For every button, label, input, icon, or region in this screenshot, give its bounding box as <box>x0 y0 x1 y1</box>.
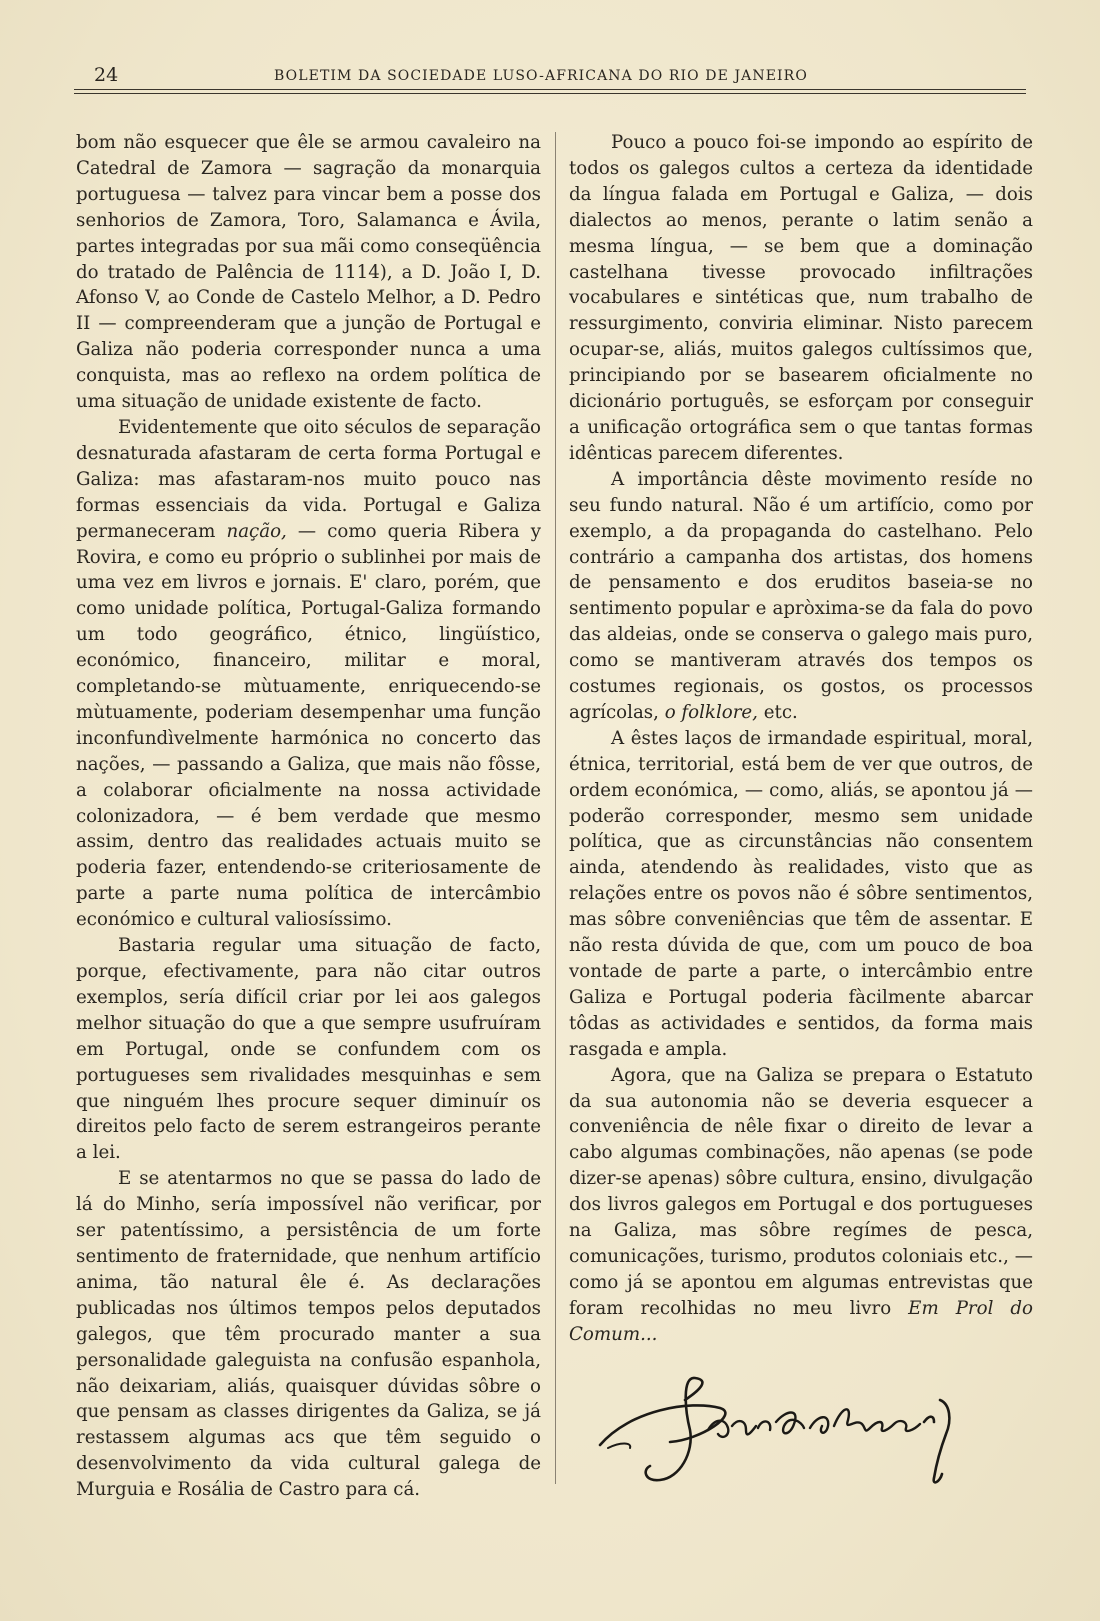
paragraph: A êstes laços de irmandade espiritual, moral, étnica, territorial, está bem de ver que outros, de ordem económica, — como, aliás, se apontou já — poderão corresponder, mesmo sem unidade política, que as circunstâncias não consentem ainda, atendendo às realidades, visto que as relações entre os povos não é sôbre sentimentos, mas sôbre conveniências que têm de assentar. E não resta dúvida de que, com um pouco de boa vontade de parte a parte, o intercâmbio entre Galiza e Portugal poderia fàcilmente abarcar tôdas as actividades e sentidos, da forma mais rasgada e ampla. <box>569 727 1033 1060</box>
header-rule <box>74 89 1026 90</box>
column-divider <box>555 132 556 1484</box>
paragraph <box>76 415 541 933</box>
page-header <box>74 62 1024 92</box>
paragraph: Bastaria regular uma situação de facto, porque, efectivamente, para não citar outros exemplos, sería difícil criar por lei aos galegos melhor situação do que a que sempre usufruíram em Portugal, onde se confundem com os portugueses sem rivalidades mesquinhas e sem que ninguém lhes procure sequer diminuír os direitos pelo facto de serem estrangeiros perante a lei. <box>76 935 541 1164</box>
header-rule-thin <box>74 93 1026 94</box>
paragraph: E se atentarmos no que se passa do lado de lá do Minho, sería impossível não verificar, por ser patentíssimo, a persistência de um forte sentimento de fraternidade, que nenhum artifício anima, tão natural êle é. As declarações publicadas nos últimos tempos pelos deputados galegos, que têm procurado manter a sua personalidade galeguista na confusão espanhola, não deixariam, aliás, quaisquer dúvidas sôbre o que pensam as classes dirigentes da Galiza, se já restassem algumas acs que têm seguido o desenvolvimento da vida cultural galega de Murguia e Rosália de Castro para cá. <box>76 1168 541 1501</box>
page-number: 24 <box>94 64 119 86</box>
paragraph-text: Agora, que na Galiza se prepara o Estatuto da sua autonomia não se deveria esquecer a conveniência de nêle fixar o direito de levar a cabo algumas combinações, não apenas (se pode dizer-se apenas) sôbre cultura, ensino, divulgação dos livros galegos em Portugal e dos portugueses na Galiza, mas sôbre regímes de pesca, comunicações, turismo, produtos coloniais etc., — como já se apontou em algumas entrevistas que foram recolhidas no meu livro <box>569 1064 1033 1319</box>
paragraph-text: etc. <box>757 701 798 723</box>
paragraph: Pouco a pouco foi-se impondo ao espírito de todos os galegos cultos a certeza da identidade da língua falada em Portugal e Galiza, — dois dialectos ao menos, perante o latim senão a mesma língua, — se bem que a dominação castelhana tivesse provocado infiltrações vocabulares e sintéticas que, num trabalho de ressurgimento, conviria eliminar. Nisto parecem ocupar-se, aliás, muitos galegos cultíssimos que, principiando por se basearem oficialmente no dicionário português, se esforçam por conseguir a unificação ortográfica sem o que tantas formas idênticas parecem diferentes. <box>569 132 1033 464</box>
paragraph <box>569 1063 1033 1348</box>
right-column <box>569 130 1033 1348</box>
emphasis: Em Prol do Comum... <box>569 1297 1033 1345</box>
running-title: BOLETIM DA SOCIEDADE LUSO-AFRICANA DO RIO DE JANEIRO <box>274 68 808 84</box>
paragraph-text: Evidentemente que oito séculos de separação desnaturada afastaram de certa forma Portugal e Galiza: mas afastaram-nos muito pouco nas formas essenciais da vida. Portugal e Galiza permaneceram <box>76 416 541 542</box>
emphasis: nação, <box>226 520 287 542</box>
emphasis: o folklore, <box>664 701 758 723</box>
handwritten-signature <box>590 1370 1010 1490</box>
paragraph <box>569 467 1033 726</box>
paragraph-text: — como queria Ribera y Rovira, e como eu próprio o sublinhei por mais de uma vez em livros e jornais. E' claro, porém, que como unidade política, Portugal-Galiza formando um todo geográfico, étnico, lingüístico, económico, financeiro, militar e moral, completando-se mùtuamente, enriquecendo-se mùtuamente, poderiam desempenhar uma função inconfundìvelmente harmónica no concerto das nações, — passando a Galiza, que mais não fôsse, a colaborar oficialmente na nossa actividade colonizadora, — é bem verdade que mesmo assim, dentro das realidades actuais muito se poderia fazer, entendendo-se criteriosamente de parte a parte numa política de intercâmbio económico e cultural valiosíssimo. <box>76 520 541 931</box>
left-column <box>76 130 541 1503</box>
paragraph-text: A importância dêste movimento resíde no seu fundo natural. Não é um artifício, como por exemplo, a da propaganda do castelhano. Pelo contrário a campanha dos artistas, dos homens de pensamento e dos eruditos baseia-se no sentimento popular e apròxima-se da fala do povo das aldeias, onde se conserva o galego mais puro, como se mantiveram através dos tempos os costumes regionais, os gostos, os processos agrícolas, <box>569 468 1033 723</box>
paragraph: bom não esquecer que êle se armou cavaleiro na Catedral de Zamora — sagração da monarquia portuguesa — talvez para vincar bem a posse dos senhorios de Zamora, Toro, Salamanca e Ávila, partes integradas por sua mãi como conseqüência do tratado de Palência de 1114), a D. João I, D. Afonso V, ao Conde de Castelo Melhor, a D. Pedro II — compreenderam que a junção de Portugal e Galiza não poderia corresponder nunca a uma conquista, mas ao reflexo na ordem política de uma situação de unidade existente de facto. <box>76 132 541 413</box>
